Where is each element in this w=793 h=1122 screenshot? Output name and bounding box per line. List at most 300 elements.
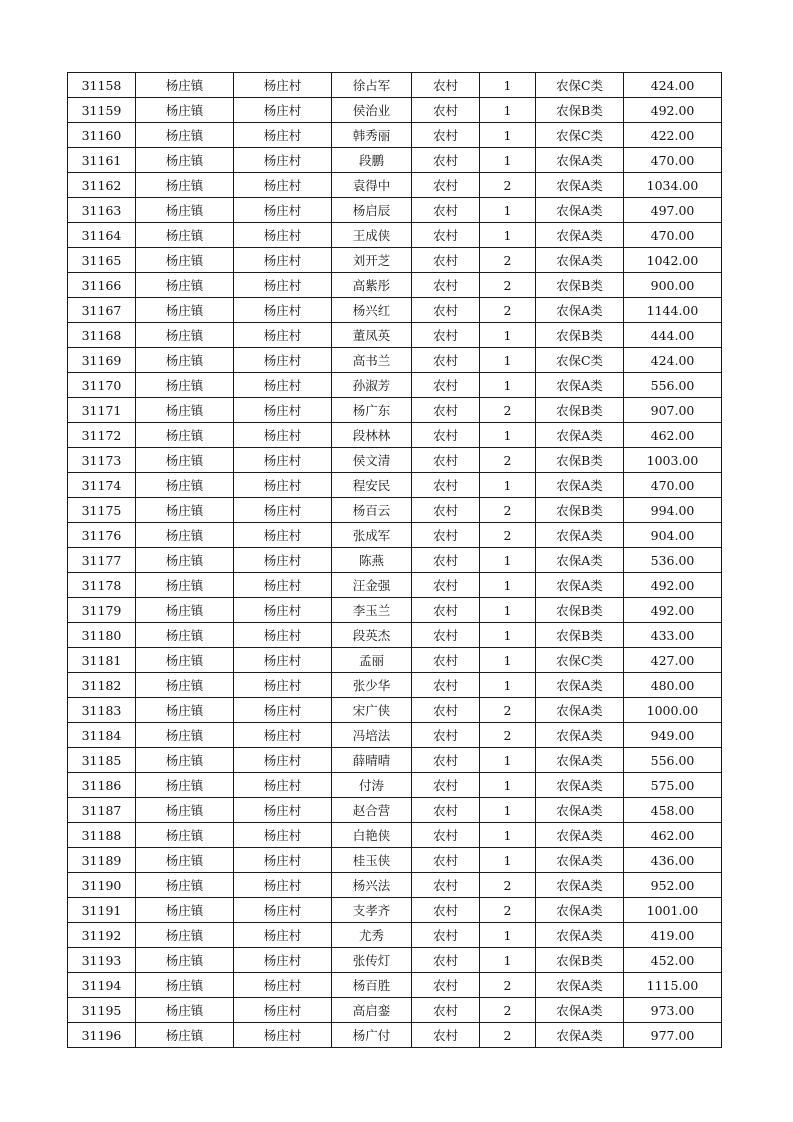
village-cell: 杨庄村	[234, 623, 332, 648]
insurance-category-cell: 农保A类	[536, 798, 624, 823]
name-cell: 杨广东	[332, 398, 412, 423]
insurance-category-cell: 农保C类	[536, 123, 624, 148]
table-row	[68, 373, 722, 398]
record-id-cell: 31181	[68, 648, 136, 673]
household-count-cell: 1	[480, 348, 536, 373]
name-cell: 赵合营	[332, 798, 412, 823]
record-id-cell: 31169	[68, 348, 136, 373]
village-cell: 杨庄村	[234, 523, 332, 548]
insurance-category-cell: 农保A类	[536, 923, 624, 948]
record-id-cell: 31182	[68, 673, 136, 698]
table-row	[68, 598, 722, 623]
insurance-category-cell: 农保A类	[536, 573, 624, 598]
village-cell: 杨庄村	[234, 848, 332, 873]
amount-cell: 497.00	[624, 198, 722, 223]
record-id-cell: 31190	[68, 873, 136, 898]
household-count-cell: 2	[480, 873, 536, 898]
record-id-cell: 31192	[68, 923, 136, 948]
insurance-category-cell: 农保A类	[536, 423, 624, 448]
table-row	[68, 1023, 722, 1048]
name-cell: 段英杰	[332, 623, 412, 648]
household-count-cell: 1	[480, 748, 536, 773]
town-cell: 杨庄镇	[136, 448, 234, 473]
amount-cell: 470.00	[624, 223, 722, 248]
record-id-cell: 31172	[68, 423, 136, 448]
household-count-cell: 2	[480, 698, 536, 723]
amount-cell: 492.00	[624, 573, 722, 598]
name-cell: 董凤英	[332, 323, 412, 348]
town-cell: 杨庄镇	[136, 498, 234, 523]
name-cell: 付涛	[332, 773, 412, 798]
area-type-cell: 农村	[412, 473, 480, 498]
record-id-cell: 31176	[68, 523, 136, 548]
village-cell: 杨庄村	[234, 348, 332, 373]
record-id-cell: 31162	[68, 173, 136, 198]
town-cell: 杨庄镇	[136, 348, 234, 373]
record-id-cell: 31189	[68, 848, 136, 873]
area-type-cell: 农村	[412, 673, 480, 698]
record-id-cell: 31165	[68, 248, 136, 273]
name-cell: 张少华	[332, 673, 412, 698]
village-cell: 杨庄村	[234, 473, 332, 498]
village-cell: 杨庄村	[234, 273, 332, 298]
name-cell: 侯文清	[332, 448, 412, 473]
area-type-cell: 农村	[412, 148, 480, 173]
insurance-category-cell: 农保B类	[536, 273, 624, 298]
amount-cell: 458.00	[624, 798, 722, 823]
table-row	[68, 798, 722, 823]
household-count-cell: 2	[480, 723, 536, 748]
amount-cell: 973.00	[624, 998, 722, 1023]
record-id-cell: 31186	[68, 773, 136, 798]
town-cell: 杨庄镇	[136, 823, 234, 848]
insurance-category-cell: 农保C类	[536, 73, 624, 98]
amount-cell: 952.00	[624, 873, 722, 898]
table-row	[68, 523, 722, 548]
household-count-cell: 1	[480, 923, 536, 948]
name-cell: 高书兰	[332, 348, 412, 373]
amount-cell: 1115.00	[624, 973, 722, 998]
record-id-cell: 31195	[68, 998, 136, 1023]
household-count-cell: 1	[480, 598, 536, 623]
village-cell: 杨庄村	[234, 698, 332, 723]
area-type-cell: 农村	[412, 423, 480, 448]
name-cell: 杨启辰	[332, 198, 412, 223]
insurance-category-cell: 农保A类	[536, 173, 624, 198]
amount-cell: 424.00	[624, 73, 722, 98]
town-cell: 杨庄镇	[136, 698, 234, 723]
village-cell: 杨庄村	[234, 223, 332, 248]
record-id-cell: 31171	[68, 398, 136, 423]
village-cell: 杨庄村	[234, 573, 332, 598]
insurance-category-cell: 农保B类	[536, 598, 624, 623]
village-cell: 杨庄村	[234, 1023, 332, 1048]
area-type-cell: 农村	[412, 548, 480, 573]
town-cell: 杨庄镇	[136, 473, 234, 498]
table-row	[68, 823, 722, 848]
record-id-cell: 31191	[68, 898, 136, 923]
town-cell: 杨庄镇	[136, 923, 234, 948]
insurance-category-cell: 农保A类	[536, 848, 624, 873]
records-table-body	[68, 73, 722, 1048]
amount-cell: 470.00	[624, 473, 722, 498]
area-type-cell: 农村	[412, 748, 480, 773]
table-row	[68, 323, 722, 348]
area-type-cell: 农村	[412, 273, 480, 298]
insurance-category-cell: 农保B类	[536, 323, 624, 348]
amount-cell: 444.00	[624, 323, 722, 348]
household-count-cell: 1	[480, 98, 536, 123]
amount-cell: 994.00	[624, 498, 722, 523]
town-cell: 杨庄镇	[136, 273, 234, 298]
area-type-cell: 农村	[412, 398, 480, 423]
area-type-cell: 农村	[412, 573, 480, 598]
table-row	[68, 473, 722, 498]
name-cell: 杨广付	[332, 1023, 412, 1048]
name-cell: 高启銮	[332, 998, 412, 1023]
amount-cell: 424.00	[624, 348, 722, 373]
insurance-category-cell: 农保C类	[536, 648, 624, 673]
table-row	[68, 548, 722, 573]
table-row	[68, 773, 722, 798]
record-id-cell: 31163	[68, 198, 136, 223]
village-cell: 杨庄村	[234, 73, 332, 98]
insurance-category-cell: 农保B类	[536, 448, 624, 473]
area-type-cell: 农村	[412, 798, 480, 823]
town-cell: 杨庄镇	[136, 948, 234, 973]
area-type-cell: 农村	[412, 1023, 480, 1048]
amount-cell: 949.00	[624, 723, 722, 748]
insurance-category-cell: 农保C类	[536, 348, 624, 373]
area-type-cell: 农村	[412, 598, 480, 623]
area-type-cell: 农村	[412, 198, 480, 223]
village-cell: 杨庄村	[234, 973, 332, 998]
village-cell: 杨庄村	[234, 423, 332, 448]
table-row	[68, 723, 722, 748]
town-cell: 杨庄镇	[136, 523, 234, 548]
village-cell: 杨庄村	[234, 873, 332, 898]
area-type-cell: 农村	[412, 823, 480, 848]
household-count-cell: 1	[480, 798, 536, 823]
area-type-cell: 农村	[412, 98, 480, 123]
record-id-cell: 31159	[68, 98, 136, 123]
insurance-category-cell: 农保B类	[536, 948, 624, 973]
record-id-cell: 31167	[68, 298, 136, 323]
area-type-cell: 农村	[412, 948, 480, 973]
record-id-cell: 31161	[68, 148, 136, 173]
area-type-cell: 农村	[412, 173, 480, 198]
name-cell: 宋广侠	[332, 698, 412, 723]
household-count-cell: 2	[480, 973, 536, 998]
amount-cell: 452.00	[624, 948, 722, 973]
town-cell: 杨庄镇	[136, 848, 234, 873]
table-row	[68, 923, 722, 948]
amount-cell: 536.00	[624, 548, 722, 573]
area-type-cell: 农村	[412, 298, 480, 323]
area-type-cell: 农村	[412, 848, 480, 873]
town-cell: 杨庄镇	[136, 623, 234, 648]
area-type-cell: 农村	[412, 923, 480, 948]
village-cell: 杨庄村	[234, 798, 332, 823]
town-cell: 杨庄镇	[136, 423, 234, 448]
area-type-cell: 农村	[412, 773, 480, 798]
record-id-cell: 31184	[68, 723, 136, 748]
insurance-category-cell: 农保A类	[536, 823, 624, 848]
household-count-cell: 1	[480, 148, 536, 173]
town-cell: 杨庄镇	[136, 198, 234, 223]
name-cell: 李玉兰	[332, 598, 412, 623]
household-count-cell: 2	[480, 298, 536, 323]
town-cell: 杨庄镇	[136, 798, 234, 823]
town-cell: 杨庄镇	[136, 173, 234, 198]
village-cell: 杨庄村	[234, 773, 332, 798]
name-cell: 程安民	[332, 473, 412, 498]
village-cell: 杨庄村	[234, 448, 332, 473]
record-id-cell: 31180	[68, 623, 136, 648]
town-cell: 杨庄镇	[136, 973, 234, 998]
village-cell: 杨庄村	[234, 498, 332, 523]
table-row	[68, 148, 722, 173]
area-type-cell: 农村	[412, 723, 480, 748]
household-count-cell: 2	[480, 998, 536, 1023]
town-cell: 杨庄镇	[136, 873, 234, 898]
town-cell: 杨庄镇	[136, 148, 234, 173]
village-cell: 杨庄村	[234, 548, 332, 573]
table-row	[68, 673, 722, 698]
record-id-cell: 31170	[68, 373, 136, 398]
household-count-cell: 2	[480, 248, 536, 273]
amount-cell: 462.00	[624, 823, 722, 848]
village-cell: 杨庄村	[234, 98, 332, 123]
area-type-cell: 农村	[412, 373, 480, 398]
household-count-cell: 2	[480, 273, 536, 298]
town-cell: 杨庄镇	[136, 573, 234, 598]
insurance-category-cell: 农保A类	[536, 873, 624, 898]
insurance-category-cell: 农保A类	[536, 673, 624, 698]
household-count-cell: 1	[480, 623, 536, 648]
village-cell: 杨庄村	[234, 248, 332, 273]
record-id-cell: 31168	[68, 323, 136, 348]
village-cell: 杨庄村	[234, 173, 332, 198]
village-cell: 杨庄村	[234, 398, 332, 423]
area-type-cell: 农村	[412, 123, 480, 148]
area-type-cell: 农村	[412, 248, 480, 273]
insurance-category-cell: 农保A类	[536, 748, 624, 773]
name-cell: 尤秀	[332, 923, 412, 948]
town-cell: 杨庄镇	[136, 248, 234, 273]
insurance-category-cell: 农保B类	[536, 623, 624, 648]
table-row	[68, 748, 722, 773]
village-cell: 杨庄村	[234, 148, 332, 173]
town-cell: 杨庄镇	[136, 898, 234, 923]
village-cell: 杨庄村	[234, 198, 332, 223]
household-count-cell: 1	[480, 773, 536, 798]
household-count-cell: 1	[480, 548, 536, 573]
table-row	[68, 998, 722, 1023]
name-cell: 袁得中	[332, 173, 412, 198]
area-type-cell: 农村	[412, 73, 480, 98]
table-row	[68, 223, 722, 248]
area-type-cell: 农村	[412, 623, 480, 648]
record-id-cell: 31178	[68, 573, 136, 598]
table-row	[68, 498, 722, 523]
name-cell: 杨兴红	[332, 298, 412, 323]
town-cell: 杨庄镇	[136, 773, 234, 798]
insurance-category-cell: 农保A类	[536, 1023, 624, 1048]
area-type-cell: 农村	[412, 523, 480, 548]
name-cell: 徐占军	[332, 73, 412, 98]
insurance-category-cell: 农保A类	[536, 973, 624, 998]
town-cell: 杨庄镇	[136, 723, 234, 748]
village-cell: 杨庄村	[234, 373, 332, 398]
record-id-cell: 31174	[68, 473, 136, 498]
town-cell: 杨庄镇	[136, 73, 234, 98]
name-cell: 陈燕	[332, 548, 412, 573]
name-cell: 桂玉侠	[332, 848, 412, 873]
household-count-cell: 2	[480, 898, 536, 923]
household-count-cell: 2	[480, 498, 536, 523]
table-row	[68, 848, 722, 873]
record-id-cell: 31166	[68, 273, 136, 298]
table-row	[68, 198, 722, 223]
amount-cell: 480.00	[624, 673, 722, 698]
household-count-cell: 2	[480, 1023, 536, 1048]
insurance-category-cell: 农保B类	[536, 498, 624, 523]
town-cell: 杨庄镇	[136, 1023, 234, 1048]
household-count-cell: 1	[480, 823, 536, 848]
insurance-category-cell: 农保B类	[536, 98, 624, 123]
town-cell: 杨庄镇	[136, 648, 234, 673]
amount-cell: 1001.00	[624, 898, 722, 923]
amount-cell: 907.00	[624, 398, 722, 423]
area-type-cell: 农村	[412, 698, 480, 723]
insurance-category-cell: 农保A类	[536, 373, 624, 398]
records-table	[67, 72, 722, 1048]
name-cell: 刘开芝	[332, 248, 412, 273]
name-cell: 支孝齐	[332, 898, 412, 923]
village-cell: 杨庄村	[234, 748, 332, 773]
name-cell: 侯治业	[332, 98, 412, 123]
village-cell: 杨庄村	[234, 123, 332, 148]
village-cell: 杨庄村	[234, 648, 332, 673]
town-cell: 杨庄镇	[136, 598, 234, 623]
amount-cell: 556.00	[624, 748, 722, 773]
amount-cell: 575.00	[624, 773, 722, 798]
name-cell: 段鹏	[332, 148, 412, 173]
area-type-cell: 农村	[412, 448, 480, 473]
amount-cell: 556.00	[624, 373, 722, 398]
household-count-cell: 1	[480, 423, 536, 448]
area-type-cell: 农村	[412, 998, 480, 1023]
amount-cell: 1000.00	[624, 698, 722, 723]
record-id-cell: 31187	[68, 798, 136, 823]
town-cell: 杨庄镇	[136, 323, 234, 348]
record-id-cell: 31179	[68, 598, 136, 623]
name-cell: 孟丽	[332, 648, 412, 673]
household-count-cell: 1	[480, 198, 536, 223]
record-id-cell: 31193	[68, 948, 136, 973]
insurance-category-cell: 农保B类	[536, 398, 624, 423]
insurance-category-cell: 农保A类	[536, 523, 624, 548]
amount-cell: 977.00	[624, 1023, 722, 1048]
table-row	[68, 698, 722, 723]
insurance-category-cell: 农保A类	[536, 548, 624, 573]
record-id-cell: 31175	[68, 498, 136, 523]
insurance-category-cell: 农保A类	[536, 198, 624, 223]
town-cell: 杨庄镇	[136, 998, 234, 1023]
table-row	[68, 898, 722, 923]
table-row	[68, 948, 722, 973]
record-id-cell: 31160	[68, 123, 136, 148]
household-count-cell: 1	[480, 373, 536, 398]
table-row	[68, 248, 722, 273]
household-count-cell: 2	[480, 448, 536, 473]
name-cell: 段林林	[332, 423, 412, 448]
table-row	[68, 98, 722, 123]
area-type-cell: 农村	[412, 223, 480, 248]
table-row	[68, 573, 722, 598]
name-cell: 张成军	[332, 523, 412, 548]
insurance-category-cell: 农保A类	[536, 148, 624, 173]
area-type-cell: 农村	[412, 873, 480, 898]
insurance-category-cell: 农保A类	[536, 473, 624, 498]
insurance-category-cell: 农保A类	[536, 698, 624, 723]
name-cell: 韩秀丽	[332, 123, 412, 148]
town-cell: 杨庄镇	[136, 98, 234, 123]
amount-cell: 492.00	[624, 598, 722, 623]
table-row	[68, 273, 722, 298]
village-cell: 杨庄村	[234, 823, 332, 848]
household-count-cell: 2	[480, 398, 536, 423]
amount-cell: 436.00	[624, 848, 722, 873]
insurance-category-cell: 农保A类	[536, 898, 624, 923]
name-cell: 孙淑芳	[332, 373, 412, 398]
table-row	[68, 123, 722, 148]
insurance-category-cell: 农保A类	[536, 773, 624, 798]
table-row	[68, 623, 722, 648]
table-row	[68, 348, 722, 373]
village-cell: 杨庄村	[234, 673, 332, 698]
table-row	[68, 298, 722, 323]
insurance-category-cell: 农保A类	[536, 248, 624, 273]
name-cell: 杨兴法	[332, 873, 412, 898]
table-row	[68, 973, 722, 998]
name-cell: 王成侠	[332, 223, 412, 248]
town-cell: 杨庄镇	[136, 223, 234, 248]
amount-cell: 470.00	[624, 148, 722, 173]
area-type-cell: 农村	[412, 348, 480, 373]
area-type-cell: 农村	[412, 648, 480, 673]
name-cell: 杨百胜	[332, 973, 412, 998]
insurance-category-cell: 农保A类	[536, 723, 624, 748]
record-id-cell: 31196	[68, 1023, 136, 1048]
household-count-cell: 1	[480, 648, 536, 673]
table-row	[68, 423, 722, 448]
village-cell: 杨庄村	[234, 923, 332, 948]
village-cell: 杨庄村	[234, 298, 332, 323]
amount-cell: 1034.00	[624, 173, 722, 198]
town-cell: 杨庄镇	[136, 398, 234, 423]
amount-cell: 492.00	[624, 98, 722, 123]
area-type-cell: 农村	[412, 323, 480, 348]
record-id-cell: 31164	[68, 223, 136, 248]
village-cell: 杨庄村	[234, 323, 332, 348]
town-cell: 杨庄镇	[136, 123, 234, 148]
amount-cell: 419.00	[624, 923, 722, 948]
amount-cell: 433.00	[624, 623, 722, 648]
household-count-cell: 1	[480, 223, 536, 248]
household-count-cell: 1	[480, 473, 536, 498]
